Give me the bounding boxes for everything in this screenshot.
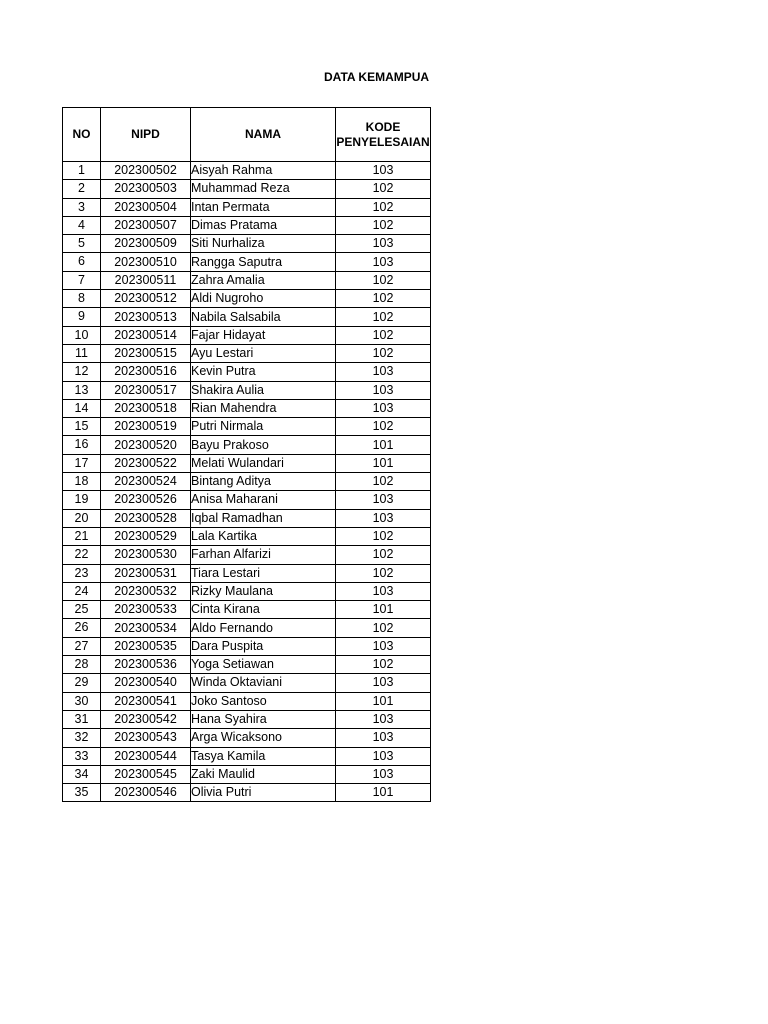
cell-no: 20 bbox=[63, 509, 101, 527]
cell-nipd: 202300526 bbox=[101, 491, 191, 509]
cell-kode-penyelesaian: 102 bbox=[336, 198, 431, 216]
cell-kode-penyelesaian: 103 bbox=[336, 710, 431, 728]
table-row bbox=[63, 216, 431, 234]
cell-nipd: 202300517 bbox=[101, 381, 191, 399]
cell-kode-penyelesaian: 103 bbox=[336, 729, 431, 747]
cell-kode-penyelesaian: 103 bbox=[336, 253, 431, 271]
cell-nipd: 202300519 bbox=[101, 418, 191, 436]
cell-kode-penyelesaian: 103 bbox=[336, 637, 431, 655]
table-row bbox=[63, 509, 431, 527]
document-title: DATA KEMAMPUA bbox=[324, 70, 430, 84]
table-row bbox=[63, 546, 431, 564]
table-row bbox=[63, 692, 431, 710]
cell-nipd: 202300518 bbox=[101, 399, 191, 417]
cell-nama: Dimas Pratama bbox=[191, 216, 336, 234]
cell-no: 7 bbox=[63, 271, 101, 289]
cell-nama: Nabila Salsabila bbox=[191, 308, 336, 326]
cell-no: 31 bbox=[63, 710, 101, 728]
table-row bbox=[63, 271, 431, 289]
cell-nipd: 202300543 bbox=[101, 729, 191, 747]
cell-no: 29 bbox=[63, 674, 101, 692]
cell-kode-penyelesaian: 102 bbox=[336, 271, 431, 289]
header-kode-line2: PENYELESAIAN bbox=[336, 134, 430, 149]
cell-nama: Bintang Aditya bbox=[191, 473, 336, 491]
cell-kode-penyelesaian: 101 bbox=[336, 692, 431, 710]
cell-no: 34 bbox=[63, 765, 101, 783]
table-row bbox=[63, 162, 431, 180]
cell-no: 16 bbox=[63, 436, 101, 454]
table-row bbox=[63, 363, 431, 381]
cell-kode-penyelesaian: 103 bbox=[336, 491, 431, 509]
cell-nipd: 202300531 bbox=[101, 564, 191, 582]
table-row bbox=[63, 601, 431, 619]
table-row bbox=[63, 326, 431, 344]
table-row bbox=[63, 180, 431, 198]
table-row bbox=[63, 637, 431, 655]
cell-nipd: 202300536 bbox=[101, 656, 191, 674]
cell-kode-penyelesaian: 102 bbox=[336, 344, 431, 362]
cell-no: 3 bbox=[63, 198, 101, 216]
cell-nama: Aisyah Rahma bbox=[191, 162, 336, 180]
cell-nipd: 202300502 bbox=[101, 162, 191, 180]
cell-nipd: 202300507 bbox=[101, 216, 191, 234]
cell-nipd: 202300535 bbox=[101, 637, 191, 655]
table-row bbox=[63, 399, 431, 417]
cell-kode-penyelesaian: 102 bbox=[336, 473, 431, 491]
cell-kode-penyelesaian: 103 bbox=[336, 509, 431, 527]
cell-nama: Olivia Putri bbox=[191, 784, 336, 802]
header-no: NO bbox=[63, 108, 101, 162]
cell-kode-penyelesaian: 102 bbox=[336, 619, 431, 637]
cell-no: 2 bbox=[63, 180, 101, 198]
cell-no: 33 bbox=[63, 747, 101, 765]
table-row bbox=[63, 527, 431, 545]
cell-no: 32 bbox=[63, 729, 101, 747]
cell-no: 28 bbox=[63, 656, 101, 674]
cell-kode-penyelesaian: 102 bbox=[336, 546, 431, 564]
cell-nama: Tiara Lestari bbox=[191, 564, 336, 582]
cell-no: 25 bbox=[63, 601, 101, 619]
table-row bbox=[63, 198, 431, 216]
cell-nipd: 202300503 bbox=[101, 180, 191, 198]
cell-no: 19 bbox=[63, 491, 101, 509]
cell-nama: Muhammad Reza bbox=[191, 180, 336, 198]
cell-no: 26 bbox=[63, 619, 101, 637]
cell-kode-penyelesaian: 103 bbox=[336, 747, 431, 765]
cell-kode-penyelesaian: 103 bbox=[336, 235, 431, 253]
table-row bbox=[63, 436, 431, 454]
cell-nama: Fajar Hidayat bbox=[191, 326, 336, 344]
cell-nama: Aldi Nugroho bbox=[191, 290, 336, 308]
cell-kode-penyelesaian: 103 bbox=[336, 674, 431, 692]
table-row bbox=[63, 454, 431, 472]
cell-no: 24 bbox=[63, 582, 101, 600]
cell-no: 5 bbox=[63, 235, 101, 253]
cell-nama: Zahra Amalia bbox=[191, 271, 336, 289]
table-row bbox=[63, 564, 431, 582]
table-row bbox=[63, 253, 431, 271]
cell-nama: Tasya Kamila bbox=[191, 747, 336, 765]
cell-no: 30 bbox=[63, 692, 101, 710]
header-kode-line1: KODE bbox=[365, 119, 401, 134]
cell-no: 8 bbox=[63, 290, 101, 308]
cell-nipd: 202300540 bbox=[101, 674, 191, 692]
cell-no: 6 bbox=[63, 253, 101, 271]
cell-no: 22 bbox=[63, 546, 101, 564]
cell-nama: Winda Oktaviani bbox=[191, 674, 336, 692]
cell-nama: Siti Nurhaliza bbox=[191, 235, 336, 253]
table-row bbox=[63, 656, 431, 674]
cell-nipd: 202300541 bbox=[101, 692, 191, 710]
table-row bbox=[63, 418, 431, 436]
cell-no: 27 bbox=[63, 637, 101, 655]
cell-kode-penyelesaian: 102 bbox=[336, 290, 431, 308]
cell-kode-penyelesaian: 101 bbox=[336, 601, 431, 619]
cell-no: 9 bbox=[63, 308, 101, 326]
cell-nama: Rangga Saputra bbox=[191, 253, 336, 271]
cell-kode-penyelesaian: 102 bbox=[336, 326, 431, 344]
table-header-row bbox=[63, 108, 431, 162]
cell-nipd: 202300528 bbox=[101, 509, 191, 527]
cell-no: 4 bbox=[63, 216, 101, 234]
cell-nipd: 202300516 bbox=[101, 363, 191, 381]
cell-nipd: 202300514 bbox=[101, 326, 191, 344]
cell-nama: Joko Santoso bbox=[191, 692, 336, 710]
cell-kode-penyelesaian: 101 bbox=[336, 454, 431, 472]
table-row bbox=[63, 582, 431, 600]
cell-nama: Intan Permata bbox=[191, 198, 336, 216]
cell-nipd: 202300515 bbox=[101, 344, 191, 362]
cell-nama: Putri Nirmala bbox=[191, 418, 336, 436]
table-row bbox=[63, 729, 431, 747]
header-kode-penyelesaian bbox=[336, 108, 431, 162]
cell-no: 1 bbox=[63, 162, 101, 180]
cell-kode-penyelesaian: 103 bbox=[336, 162, 431, 180]
cell-nipd: 202300529 bbox=[101, 527, 191, 545]
cell-kode-penyelesaian: 103 bbox=[336, 363, 431, 381]
cell-nipd: 202300544 bbox=[101, 747, 191, 765]
cell-kode-penyelesaian: 102 bbox=[336, 564, 431, 582]
cell-no: 11 bbox=[63, 344, 101, 362]
cell-nipd: 202300510 bbox=[101, 253, 191, 271]
cell-nama: Shakira Aulia bbox=[191, 381, 336, 399]
cell-nipd: 202300533 bbox=[101, 601, 191, 619]
cell-no: 21 bbox=[63, 527, 101, 545]
table-row bbox=[63, 381, 431, 399]
cell-nama: Rizky Maulana bbox=[191, 582, 336, 600]
cell-nipd: 202300530 bbox=[101, 546, 191, 564]
cell-nama: Rian Mahendra bbox=[191, 399, 336, 417]
table-row bbox=[63, 619, 431, 637]
table-row bbox=[63, 491, 431, 509]
cell-nama: Aldo Fernando bbox=[191, 619, 336, 637]
cell-nipd: 202300534 bbox=[101, 619, 191, 637]
table-row bbox=[63, 747, 431, 765]
header-nama: NAMA bbox=[191, 108, 336, 162]
cell-kode-penyelesaian: 103 bbox=[336, 582, 431, 600]
cell-no: 35 bbox=[63, 784, 101, 802]
cell-nama: Farhan Alfarizi bbox=[191, 546, 336, 564]
cell-kode-penyelesaian: 102 bbox=[336, 527, 431, 545]
cell-nipd: 202300545 bbox=[101, 765, 191, 783]
cell-nama: Yoga Setiawan bbox=[191, 656, 336, 674]
cell-nama: Bayu Prakoso bbox=[191, 436, 336, 454]
cell-no: 10 bbox=[63, 326, 101, 344]
cell-kode-penyelesaian: 103 bbox=[336, 399, 431, 417]
cell-nipd: 202300522 bbox=[101, 454, 191, 472]
cell-no: 18 bbox=[63, 473, 101, 491]
cell-kode-penyelesaian: 101 bbox=[336, 784, 431, 802]
cell-nama: Anisa Maharani bbox=[191, 491, 336, 509]
table-row bbox=[63, 765, 431, 783]
cell-nama: Hana Syahira bbox=[191, 710, 336, 728]
cell-kode-penyelesaian: 103 bbox=[336, 381, 431, 399]
cell-nipd: 202300532 bbox=[101, 582, 191, 600]
cell-kode-penyelesaian: 102 bbox=[336, 216, 431, 234]
table-row bbox=[63, 473, 431, 491]
cell-nama: Iqbal Ramadhan bbox=[191, 509, 336, 527]
table-row bbox=[63, 344, 431, 362]
table-row bbox=[63, 290, 431, 308]
table-row bbox=[63, 710, 431, 728]
cell-nama: Cinta Kirana bbox=[191, 601, 336, 619]
cell-no: 17 bbox=[63, 454, 101, 472]
table-row bbox=[63, 308, 431, 326]
cell-no: 15 bbox=[63, 418, 101, 436]
cell-nama: Lala Kartika bbox=[191, 527, 336, 545]
cell-nipd: 202300509 bbox=[101, 235, 191, 253]
cell-nipd: 202300504 bbox=[101, 198, 191, 216]
cell-nama: Dara Puspita bbox=[191, 637, 336, 655]
cell-no: 23 bbox=[63, 564, 101, 582]
table-row bbox=[63, 235, 431, 253]
cell-nama: Ayu Lestari bbox=[191, 344, 336, 362]
cell-nipd: 202300542 bbox=[101, 710, 191, 728]
cell-kode-penyelesaian: 103 bbox=[336, 765, 431, 783]
cell-nipd: 202300512 bbox=[101, 290, 191, 308]
cell-kode-penyelesaian: 102 bbox=[336, 656, 431, 674]
cell-no: 14 bbox=[63, 399, 101, 417]
cell-no: 12 bbox=[63, 363, 101, 381]
cell-kode-penyelesaian: 101 bbox=[336, 436, 431, 454]
cell-nipd: 202300511 bbox=[101, 271, 191, 289]
cell-nipd: 202300520 bbox=[101, 436, 191, 454]
cell-nipd: 202300524 bbox=[101, 473, 191, 491]
cell-kode-penyelesaian: 102 bbox=[336, 418, 431, 436]
data-table bbox=[62, 107, 431, 802]
cell-no: 13 bbox=[63, 381, 101, 399]
table-row bbox=[63, 784, 431, 802]
cell-nama: Melati Wulandari bbox=[191, 454, 336, 472]
cell-kode-penyelesaian: 102 bbox=[336, 308, 431, 326]
table-row bbox=[63, 674, 431, 692]
header-nipd: NIPD bbox=[101, 108, 191, 162]
cell-nipd: 202300546 bbox=[101, 784, 191, 802]
cell-nipd: 202300513 bbox=[101, 308, 191, 326]
cell-kode-penyelesaian: 102 bbox=[336, 180, 431, 198]
cell-nama: Zaki Maulid bbox=[191, 765, 336, 783]
table-body bbox=[63, 162, 431, 802]
cell-nama: Arga Wicaksono bbox=[191, 729, 336, 747]
cell-nama: Kevin Putra bbox=[191, 363, 336, 381]
